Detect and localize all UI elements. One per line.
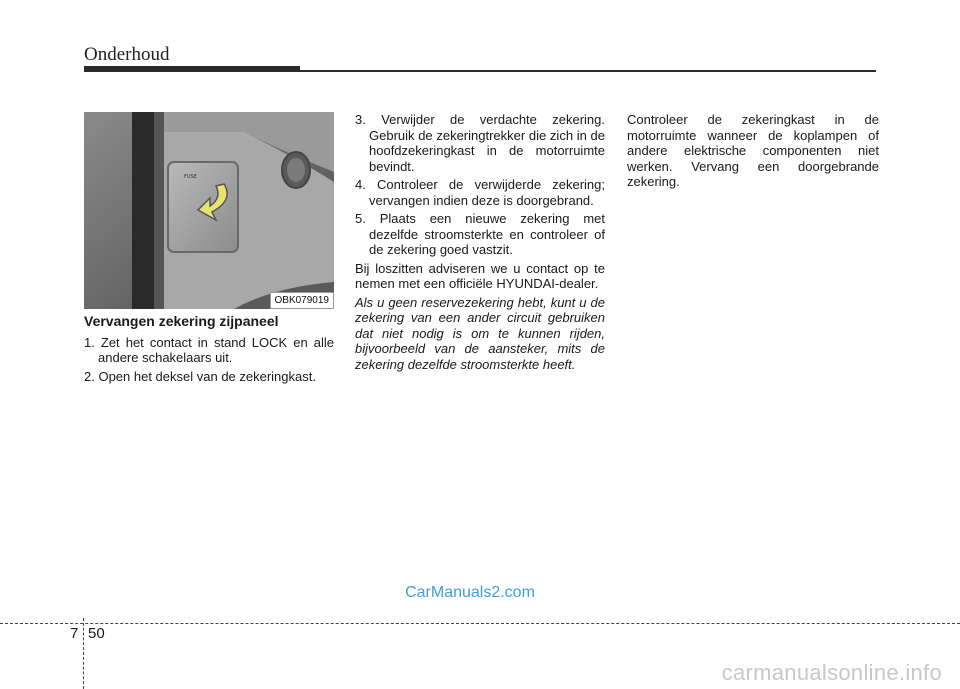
photo-caption: OBK079019 — [270, 292, 335, 309]
watermark-link[interactable]: CarManuals2.com — [405, 584, 535, 601]
fuse-panel-photo — [84, 112, 334, 309]
footer-vertical-divider — [83, 618, 84, 689]
steps-list-1 — [84, 335, 334, 385]
steps-list-2 — [355, 112, 605, 258]
header-rule-thin — [300, 70, 876, 72]
italic-note: Als u geen reservezekering hebt, kunt u de zekering van een ander circuit gebruiken dat niet nodig is om te kunnen rijden, bijvoorbeeld van de aansteker, mits de zekering dezelfde stroomsterkte heeft. — [355, 294, 605, 372]
page-number: 50 — [88, 625, 105, 642]
step-item: 3. Verwijder de verdachte zekering. Gebruik de zekeringtrekker die zich in de hoofdzekeringkast in de motorruimte bevindt. — [355, 112, 605, 174]
column-3 — [627, 112, 879, 193]
panel-label-text: FUSE — [184, 174, 197, 180]
column-2 — [355, 112, 605, 375]
header-title: Onderhoud — [84, 44, 170, 65]
step-item: 5. Plaats een nieuwe zekering met dezelfde stroomsterkte en controleer of de zekering goed vastzit. — [355, 211, 605, 257]
column-1 — [84, 314, 334, 387]
chapter-number: 7 — [70, 625, 79, 642]
dealer-paragraph: Bij loszitten adviseren we u contact op te nemen met een officiële HYUNDAI-dealer. — [355, 260, 605, 291]
header-rule-thick — [84, 66, 300, 72]
footer-watermark: carmanualsonline.info — [721, 660, 942, 685]
engine-bay-paragraph: Controleer de zekeringkast in de motorruimte wanneer de koplampen of andere elektrische componenten niet werken. Vervang een doorgebrande zekering. — [627, 112, 879, 189]
fuse-panel-illustration — [84, 112, 334, 309]
footer-divider — [0, 623, 960, 624]
section-heading: Vervangen zekering zijpaneel — [84, 313, 279, 329]
step-item: 4. Controleer de verwijderde zekering; vervangen indien deze is doorgebrand. — [355, 177, 605, 208]
step-item: 2. Open het deksel van de zekeringkast. — [84, 368, 316, 384]
step-item: 1. Zet het contact in stand LOCK en alle andere schakelaars uit. — [84, 334, 334, 365]
